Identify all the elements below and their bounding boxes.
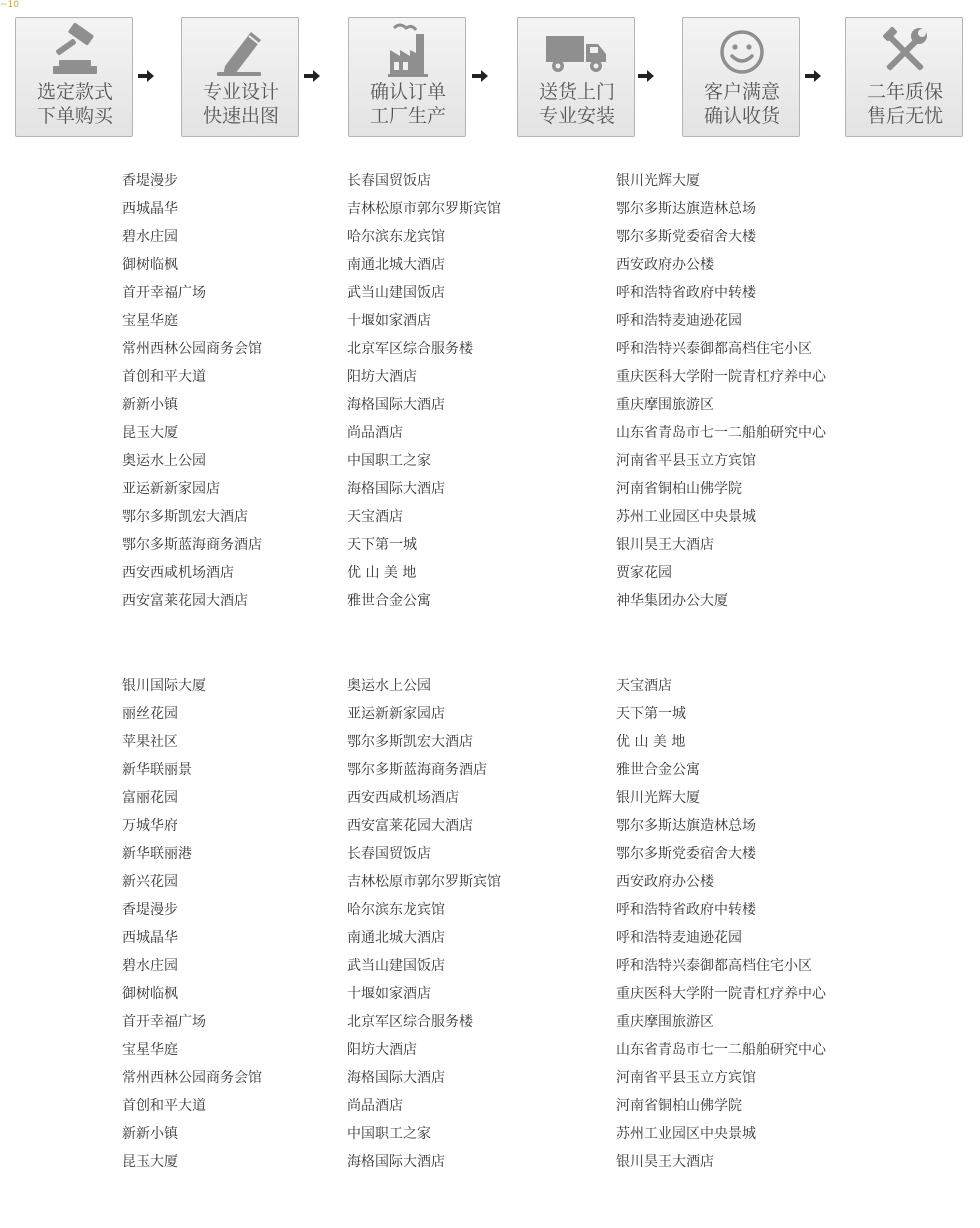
step-line2: 快速出图 — [202, 105, 279, 127]
arrow-right-icon — [803, 68, 823, 84]
list-item: 中国职工之家 — [347, 453, 431, 469]
list-item: 新兴花园 — [122, 874, 178, 890]
list-item: 碧水庄园 — [122, 958, 178, 974]
list-item: 长春国贸饭店 — [347, 173, 431, 189]
list-item: 海格国际大酒店 — [347, 1154, 445, 1170]
step-select-order — [15, 17, 133, 137]
list-item: 西安富莱花园大酒店 — [347, 818, 473, 834]
list-item: 万城华府 — [122, 818, 178, 834]
list-item: 呼和浩特兴泰御都高档住宅小区 — [616, 958, 812, 974]
list-item: 苏州工业园区中央景城 — [616, 509, 756, 525]
arrow-right-icon — [136, 68, 156, 84]
step-line1: 专业设计 — [202, 81, 279, 103]
step-delivery — [517, 17, 635, 137]
list-item: 重庆摩围旅游区 — [616, 1014, 714, 1030]
step-line1: 选定款式 — [36, 81, 113, 103]
list-item: 奥运水上公园 — [122, 453, 206, 469]
list-item: 鄂尔多斯凯宏大酒店 — [347, 734, 473, 750]
list-item: 鄂尔多斯党委宿舍大楼 — [616, 846, 756, 862]
list-item: 香堤漫步 — [122, 902, 178, 918]
list-item: 鄂尔多斯党委宿舍大楼 — [616, 229, 756, 245]
list-item: 北京军区综合服务楼 — [347, 341, 473, 357]
list-item: 首开幸福广场 — [122, 1014, 206, 1030]
process-steps — [0, 0, 980, 140]
project-list-2-col-3 — [616, 672, 826, 1176]
list-item: 十堰如家酒店 — [347, 986, 431, 1002]
list-item: 呼和浩特省政府中转楼 — [616, 285, 756, 301]
list-item: 中国职工之家 — [347, 1126, 431, 1142]
list-item: 武当山建国饭店 — [347, 958, 445, 974]
list-item: 重庆医科大学附一院青杠疗养中心 — [616, 986, 826, 1002]
truck-icon — [518, 22, 636, 80]
list-item: 鄂尔多斯达旗造林总场 — [616, 201, 756, 217]
list-item: 西安政府办公楼 — [616, 874, 714, 890]
list-item: 御树临枫 — [122, 986, 178, 1002]
list-item: 香堤漫步 — [122, 173, 178, 189]
step-line1: 确认订单 — [369, 81, 446, 103]
list-item: 武当山建国饭店 — [347, 285, 445, 301]
list-item: 首创和平大道 — [122, 1098, 206, 1114]
list-item: 银川光辉大厦 — [616, 173, 700, 189]
project-list-2-col-2 — [347, 672, 501, 1176]
list-item: 鄂尔多斯达旗造林总场 — [616, 818, 756, 834]
step-acceptance — [682, 17, 800, 137]
list-item: 昆玉大厦 — [122, 425, 178, 441]
list-item: 亚运新新家园店 — [347, 706, 445, 722]
list-item: 银川昊王大酒店 — [616, 1154, 714, 1170]
arrow-right-icon — [636, 68, 656, 84]
step-line2: 专业安装 — [538, 105, 615, 127]
list-item: 西安西咸机场酒店 — [122, 565, 234, 581]
list-item: 银川国际大厦 — [122, 678, 206, 694]
list-item: 富丽花园 — [122, 790, 178, 806]
list-item: 苏州工业园区中央景城 — [616, 1126, 756, 1142]
list-item: 昆玉大厦 — [122, 1154, 178, 1170]
project-list-1-col-2 — [347, 167, 501, 615]
list-item: 天下第一城 — [347, 537, 417, 553]
factory-icon — [349, 22, 467, 80]
list-item: 尚品酒店 — [347, 1098, 403, 1114]
smiley-icon — [683, 22, 801, 80]
step-warranty — [845, 17, 963, 137]
tools-icon — [846, 22, 964, 80]
list-item: 长春国贸饭店 — [347, 846, 431, 862]
list-item: 北京军区综合服务楼 — [347, 1014, 473, 1030]
list-item: 海格国际大酒店 — [347, 1070, 445, 1086]
arrow-right-icon — [470, 68, 490, 84]
list-item: 河南省平县玉立方宾馆 — [616, 453, 756, 469]
list-item: 南通北城大酒店 — [347, 257, 445, 273]
list-item: 新新小镇 — [122, 397, 178, 413]
list-item: 西安富莱花园大酒店 — [122, 593, 248, 609]
step-line2: 工厂生产 — [369, 105, 446, 127]
list-item: 新新小镇 — [122, 1126, 178, 1142]
pencil-icon — [182, 22, 300, 80]
list-item: 哈尔滨东龙宾馆 — [347, 902, 445, 918]
list-item: 首开幸福广场 — [122, 285, 206, 301]
project-list-2-col-1 — [122, 672, 262, 1176]
list-item: 宝星华庭 — [122, 313, 178, 329]
list-item: 西安政府办公楼 — [616, 257, 714, 273]
project-list-1-col-3 — [616, 167, 826, 615]
list-item: 银川昊王大酒店 — [616, 537, 714, 553]
list-item: 海格国际大酒店 — [347, 397, 445, 413]
list-item: 神华集团办公大厦 — [616, 593, 728, 609]
list-item: 丽丝花园 — [122, 706, 178, 722]
step-line1: 客户满意 — [703, 81, 780, 103]
list-item: 西城晶华 — [122, 930, 178, 946]
arrow-right-icon — [302, 68, 322, 84]
list-item: 御树临枫 — [122, 257, 178, 273]
step-line2: 售后无忧 — [866, 105, 943, 127]
list-item: 河南省铜柏山佛学院 — [616, 481, 742, 497]
list-item: 海格国际大酒店 — [347, 481, 445, 497]
list-item: 鄂尔多斯蓝海商务酒店 — [347, 762, 487, 778]
list-item: 奥运水上公园 — [347, 678, 431, 694]
list-item: 河南省铜柏山佛学院 — [616, 1098, 742, 1114]
list-item: 苹果社区 — [122, 734, 178, 750]
list-item: 尚品酒店 — [347, 425, 403, 441]
list-item: 西安西咸机场酒店 — [347, 790, 459, 806]
list-item: 吉林松原市郭尔罗斯宾馆 — [347, 874, 501, 890]
list-item: 碧水庄园 — [122, 229, 178, 245]
list-item: 呼和浩特省政府中转楼 — [616, 902, 756, 918]
list-item: 重庆摩围旅游区 — [616, 397, 714, 413]
list-item: 鄂尔多斯凯宏大酒店 — [122, 509, 248, 525]
corner-mark: ~10 — [0, 0, 19, 10]
list-item: 贾家花园 — [616, 565, 672, 581]
project-list-1-col-1 — [122, 167, 262, 615]
list-item: 首创和平大道 — [122, 369, 206, 385]
list-item: 天宝酒店 — [616, 678, 672, 694]
list-item: 银川光辉大厦 — [616, 790, 700, 806]
list-item: 山东省青岛市七一二船舶研究中心 — [616, 1042, 826, 1058]
step-line2: 确认收货 — [703, 105, 780, 127]
step-line1: 二年质保 — [866, 81, 943, 103]
list-item: 呼和浩特兴泰御都高档住宅小区 — [616, 341, 812, 357]
list-item: 西城晶华 — [122, 201, 178, 217]
list-item: 河南省平县玉立方宾馆 — [616, 1070, 756, 1086]
list-item: 常州西林公园商务会馆 — [122, 1070, 262, 1086]
list-item: 雅世合金公寓 — [616, 762, 700, 778]
list-item: 吉林松原市郭尔罗斯宾馆 — [347, 201, 501, 217]
list-item: 常州西林公园商务会馆 — [122, 341, 262, 357]
list-item: 新华联丽港 — [122, 846, 192, 862]
step-line2: 下单购买 — [36, 105, 113, 127]
list-item: 新华联丽景 — [122, 762, 192, 778]
list-item: 呼和浩特麦迪逊花园 — [616, 313, 742, 329]
list-item: 天下第一城 — [616, 706, 686, 722]
list-item: 阳坊大酒店 — [347, 369, 417, 385]
list-item: 山东省青岛市七一二船舶研究中心 — [616, 425, 826, 441]
list-item: 宝星华庭 — [122, 1042, 178, 1058]
list-item: 鄂尔多斯蓝海商务酒店 — [122, 537, 262, 553]
list-item: 哈尔滨东龙宾馆 — [347, 229, 445, 245]
list-item: 十堰如家酒店 — [347, 313, 431, 329]
list-item: 优 山 美 地 — [616, 734, 686, 750]
gavel-icon — [16, 22, 134, 80]
list-item: 重庆医科大学附一院青杠疗养中心 — [616, 369, 826, 385]
list-item: 雅世合金公寓 — [347, 593, 431, 609]
list-item: 南通北城大酒店 — [347, 930, 445, 946]
list-item: 天宝酒店 — [347, 509, 403, 525]
list-item: 呼和浩特麦迪逊花园 — [616, 930, 742, 946]
step-design — [181, 17, 299, 137]
step-line1: 送货上门 — [538, 81, 615, 103]
list-item: 阳坊大酒店 — [347, 1042, 417, 1058]
list-item: 亚运新新家园店 — [122, 481, 220, 497]
step-production — [348, 17, 466, 137]
list-item: 优 山 美 地 — [347, 565, 417, 581]
